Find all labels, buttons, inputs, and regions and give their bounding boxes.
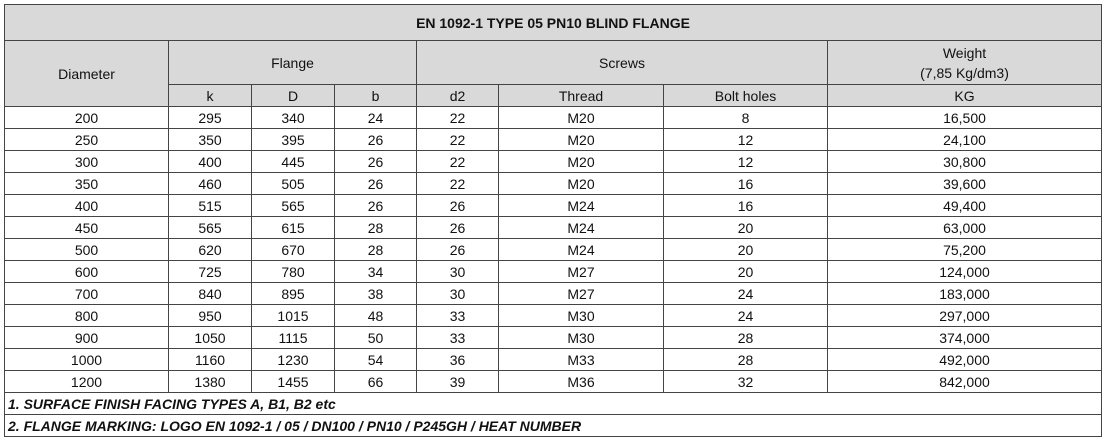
cell-bolt-holes: 20 — [664, 261, 828, 283]
cell-thread: M20 — [499, 107, 664, 129]
cell-diameter: 400 — [5, 195, 169, 217]
table-row — [5, 261, 1102, 283]
cell-k: 620 — [169, 239, 252, 261]
cell-b: 26 — [335, 173, 417, 195]
cell-b: 26 — [335, 195, 417, 217]
cell-k: 1160 — [169, 349, 252, 371]
cell-k: 400 — [169, 151, 252, 173]
cell-diameter: 900 — [5, 327, 169, 349]
cell-bolt-holes: 28 — [664, 349, 828, 371]
cell-d2: 26 — [417, 195, 499, 217]
cell-d2: 30 — [417, 261, 499, 283]
cell-weight-kg: 16,500 — [828, 107, 1102, 129]
cell-k: 350 — [169, 129, 252, 151]
header-screws: Screws — [417, 41, 828, 85]
cell-weight-kg: 374,000 — [828, 327, 1102, 349]
cell-thread: M27 — [499, 261, 664, 283]
cell-bolt-holes: 28 — [664, 327, 828, 349]
table-row — [5, 217, 1102, 239]
cell-bolt-holes: 12 — [664, 151, 828, 173]
cell-d: 395 — [252, 129, 335, 151]
subheader-thread: Thread — [499, 85, 664, 107]
cell-d: 615 — [252, 217, 335, 239]
header-weight — [828, 41, 1102, 85]
cell-thread: M24 — [499, 239, 664, 261]
cell-bolt-holes: 32 — [664, 371, 828, 393]
cell-thread: M27 — [499, 283, 664, 305]
cell-diameter: 500 — [5, 239, 169, 261]
cell-d2: 22 — [417, 107, 499, 129]
cell-d: 1455 — [252, 371, 335, 393]
cell-d: 1230 — [252, 349, 335, 371]
table-body — [5, 107, 1102, 393]
cell-weight-kg: 39,600 — [828, 173, 1102, 195]
cell-weight-kg: 492,000 — [828, 349, 1102, 371]
cell-d2: 26 — [417, 239, 499, 261]
cell-diameter: 800 — [5, 305, 169, 327]
cell-weight-kg: 183,000 — [828, 283, 1102, 305]
cell-weight-kg: 30,800 — [828, 151, 1102, 173]
header-diameter: Diameter — [5, 41, 169, 107]
cell-d: 565 — [252, 195, 335, 217]
table-row — [5, 305, 1102, 327]
cell-d2: 33 — [417, 327, 499, 349]
cell-bolt-holes: 20 — [664, 217, 828, 239]
cell-bolt-holes: 16 — [664, 195, 828, 217]
cell-diameter: 350 — [5, 173, 169, 195]
table-row — [5, 349, 1102, 371]
cell-b: 26 — [335, 151, 417, 173]
cell-diameter: 200 — [5, 107, 169, 129]
cell-weight-kg: 124,000 — [828, 261, 1102, 283]
cell-b: 34 — [335, 261, 417, 283]
cell-d: 445 — [252, 151, 335, 173]
cell-d2: 26 — [417, 217, 499, 239]
cell-weight-kg: 75,200 — [828, 239, 1102, 261]
table-row — [5, 371, 1102, 393]
cell-b: 54 — [335, 349, 417, 371]
cell-b: 26 — [335, 129, 417, 151]
cell-d2: 39 — [417, 371, 499, 393]
subheader-k: k — [169, 85, 252, 107]
cell-thread: M24 — [499, 217, 664, 239]
subheader-kg: KG — [828, 85, 1102, 107]
table-row — [5, 195, 1102, 217]
cell-bolt-holes: 24 — [664, 283, 828, 305]
table-row — [5, 107, 1102, 129]
cell-thread: M36 — [499, 371, 664, 393]
cell-weight-kg: 297,000 — [828, 305, 1102, 327]
cell-b: 24 — [335, 107, 417, 129]
cell-bolt-holes: 8 — [664, 107, 828, 129]
cell-diameter: 1200 — [5, 371, 169, 393]
cell-d2: 36 — [417, 349, 499, 371]
footnote-flange-marking: 2. FLANGE MARKING: LOGO EN 1092-1 / 05 / DN100 / PN10 / P245GH / HEAT NUMBER — [5, 415, 1102, 437]
cell-thread: M20 — [499, 129, 664, 151]
cell-thread: M24 — [499, 195, 664, 217]
cell-bolt-holes: 20 — [664, 239, 828, 261]
cell-k: 295 — [169, 107, 252, 129]
cell-weight-kg: 24,100 — [828, 129, 1102, 151]
cell-diameter: 450 — [5, 217, 169, 239]
cell-diameter: 300 — [5, 151, 169, 173]
header-flange: Flange — [169, 41, 417, 85]
cell-k: 725 — [169, 261, 252, 283]
cell-b: 50 — [335, 327, 417, 349]
cell-weight-kg: 842,000 — [828, 371, 1102, 393]
table-row — [5, 151, 1102, 173]
table-row — [5, 283, 1102, 305]
cell-d: 1015 — [252, 305, 335, 327]
cell-bolt-holes: 16 — [664, 173, 828, 195]
cell-bolt-holes: 24 — [664, 305, 828, 327]
table-row — [5, 173, 1102, 195]
table-row — [5, 327, 1102, 349]
cell-d2: 30 — [417, 283, 499, 305]
cell-d2: 22 — [417, 173, 499, 195]
cell-k: 515 — [169, 195, 252, 217]
cell-k: 950 — [169, 305, 252, 327]
cell-d2: 33 — [417, 305, 499, 327]
flange-spec-table — [4, 4, 1102, 437]
table-row — [5, 129, 1102, 151]
cell-k: 840 — [169, 283, 252, 305]
cell-diameter: 1000 — [5, 349, 169, 371]
cell-b: 28 — [335, 217, 417, 239]
cell-diameter: 700 — [5, 283, 169, 305]
cell-thread: M30 — [499, 327, 664, 349]
cell-k: 565 — [169, 217, 252, 239]
subheader-d2: d2 — [417, 85, 499, 107]
cell-b: 28 — [335, 239, 417, 261]
cell-d2: 22 — [417, 129, 499, 151]
cell-d: 340 — [252, 107, 335, 129]
cell-d: 780 — [252, 261, 335, 283]
cell-b: 48 — [335, 305, 417, 327]
cell-diameter: 600 — [5, 261, 169, 283]
cell-diameter: 250 — [5, 129, 169, 151]
subheader-bolt-holes: Bolt holes — [664, 85, 828, 107]
subheader-d: D — [252, 85, 335, 107]
cell-thread: M20 — [499, 173, 664, 195]
subheader-b: b — [335, 85, 417, 107]
cell-b: 66 — [335, 371, 417, 393]
header-weight-label: Weight — [942, 44, 987, 61]
cell-d2: 22 — [417, 151, 499, 173]
cell-d: 505 — [252, 173, 335, 195]
cell-d: 1115 — [252, 327, 335, 349]
cell-thread: M30 — [499, 305, 664, 327]
cell-thread: M33 — [499, 349, 664, 371]
header-weight-density: (7,85 Kg/dm3) — [920, 64, 1009, 81]
table-title: EN 1092-1 TYPE 05 PN10 BLIND FLANGE — [5, 5, 1102, 41]
cell-weight-kg: 63,000 — [828, 217, 1102, 239]
cell-k: 1050 — [169, 327, 252, 349]
cell-d: 670 — [252, 239, 335, 261]
footnote-surface-finish: 1. SURFACE FINISH FACING TYPES A, B1, B2 etc — [5, 393, 1102, 415]
cell-k: 460 — [169, 173, 252, 195]
cell-k: 1380 — [169, 371, 252, 393]
cell-weight-kg: 49,400 — [828, 195, 1102, 217]
cell-thread: M20 — [499, 151, 664, 173]
table-row — [5, 239, 1102, 261]
cell-b: 38 — [335, 283, 417, 305]
cell-bolt-holes: 12 — [664, 129, 828, 151]
cell-d: 895 — [252, 283, 335, 305]
